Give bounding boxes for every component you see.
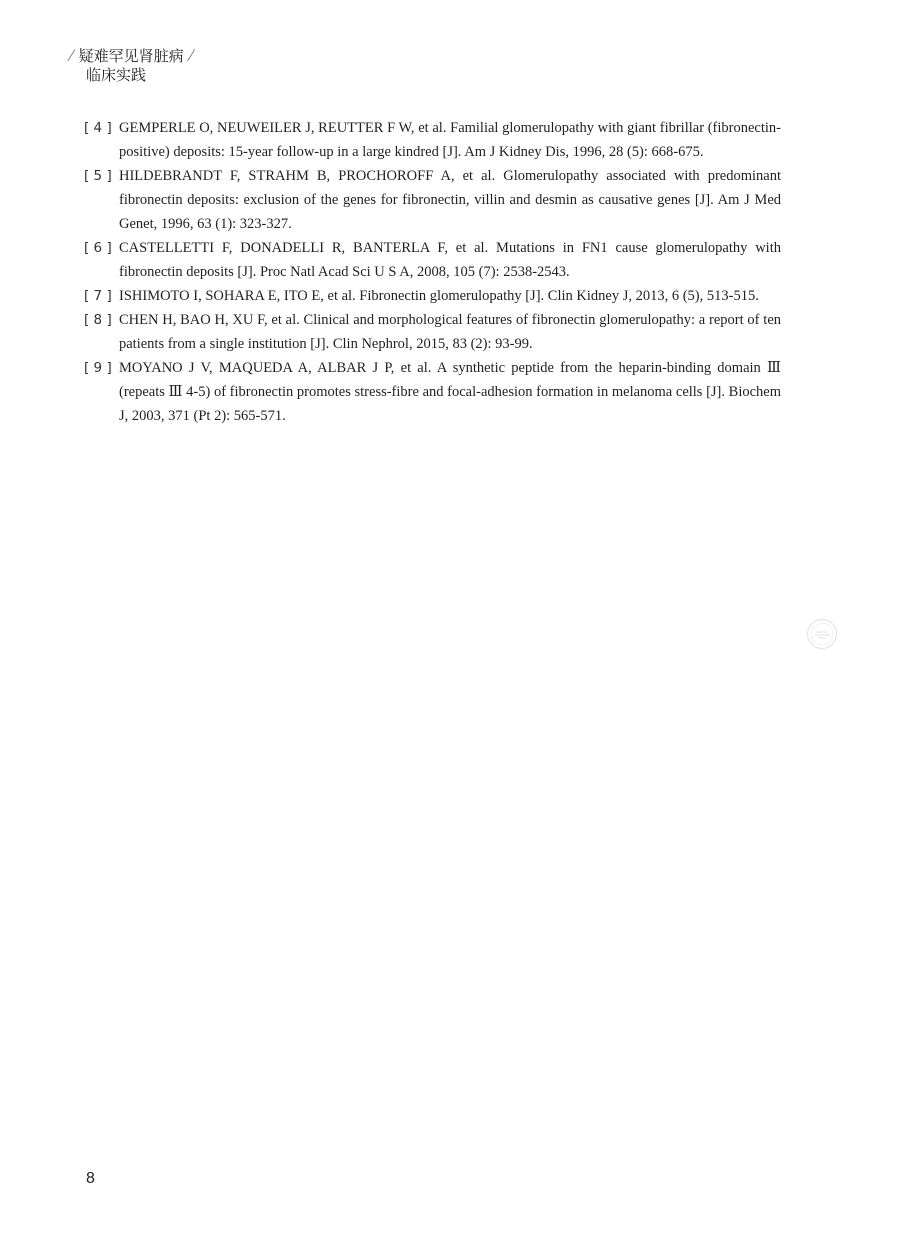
book-title: 疑难罕见肾脏病 [78, 47, 184, 65]
running-header [64, 46, 198, 84]
reference-item [84, 116, 781, 164]
reference-item [84, 164, 781, 236]
reference-text: GEMPERLE O, NEUWEILER J, REUTTER F W, et al. Familial glomerulopathy with giant fibrillar (fibronectin-positive) deposits: 15-year follow-up in a large kindred [J]. Am J Kidney Dis, 1996, 28 (5): 668-675. [119, 120, 781, 160]
reference-item [84, 284, 781, 308]
publisher-stamp-icon [806, 618, 838, 650]
reference-text: HILDEBRANDT F, STRAHM B, PROCHOROFF A, et al. Glomerulopathy associated with predominant fibronectin deposits: exclusion of the genes for fibronectin, villin and desmin as causative genes [J]. Am J Med Genet, 1996, 63 (1): 323-327. [119, 168, 781, 232]
reference-text: ISHIMOTO I, SOHARA E, ITO E, et al. Fibronectin glomerulopathy [J]. Clin Kidney J, 2013, 6 (5), 513-515. [119, 288, 759, 304]
book-subtitle: 临床实践 [86, 66, 147, 84]
reference-number: [ 5 ] [84, 168, 112, 184]
reference-item [84, 356, 781, 428]
reference-text: CHEN H, BAO H, XU F, et al. Clinical and morphological features of fibronectin glomerulopathy: a report of ten patients from a single institution [J]. Clin Nephrol, 2015, 83 (2): 93-99. [119, 312, 781, 352]
reference-list [84, 116, 781, 428]
reference-item [84, 308, 781, 356]
reference-text: CASTELLETTI F, DONADELLI R, BANTERLA F, et al. Mutations in FN1 cause glomerulopathy with fibronectin deposits [J]. Proc Natl Acad Sci U S A, 2008, 105 (7): 2538-2543. [119, 240, 781, 280]
header-title-row [64, 46, 198, 66]
reference-number: [ 4 ] [84, 120, 112, 136]
slash-decoration-right: ⁄ [189, 46, 193, 65]
reference-text: MOYANO J V, MAQUEDA A, ALBAR J P, et al. A synthetic peptide from the heparin-binding domain Ⅲ (repeats Ⅲ 4-5) of fibronectin promotes stress-fibre and focal-adhesion formation in melanoma cells [J]. Biochem J, 2003, 371 (Pt 2): 565-571. [119, 360, 781, 424]
reference-number: [ 7 ] [84, 288, 112, 304]
reference-item [84, 236, 781, 284]
reference-number: [ 6 ] [84, 240, 112, 256]
reference-number: [ 8 ] [84, 312, 112, 328]
reference-number: [ 9 ] [84, 360, 112, 376]
slash-decoration-left: ⁄ [70, 46, 73, 65]
page-number: 8 [86, 1170, 95, 1187]
